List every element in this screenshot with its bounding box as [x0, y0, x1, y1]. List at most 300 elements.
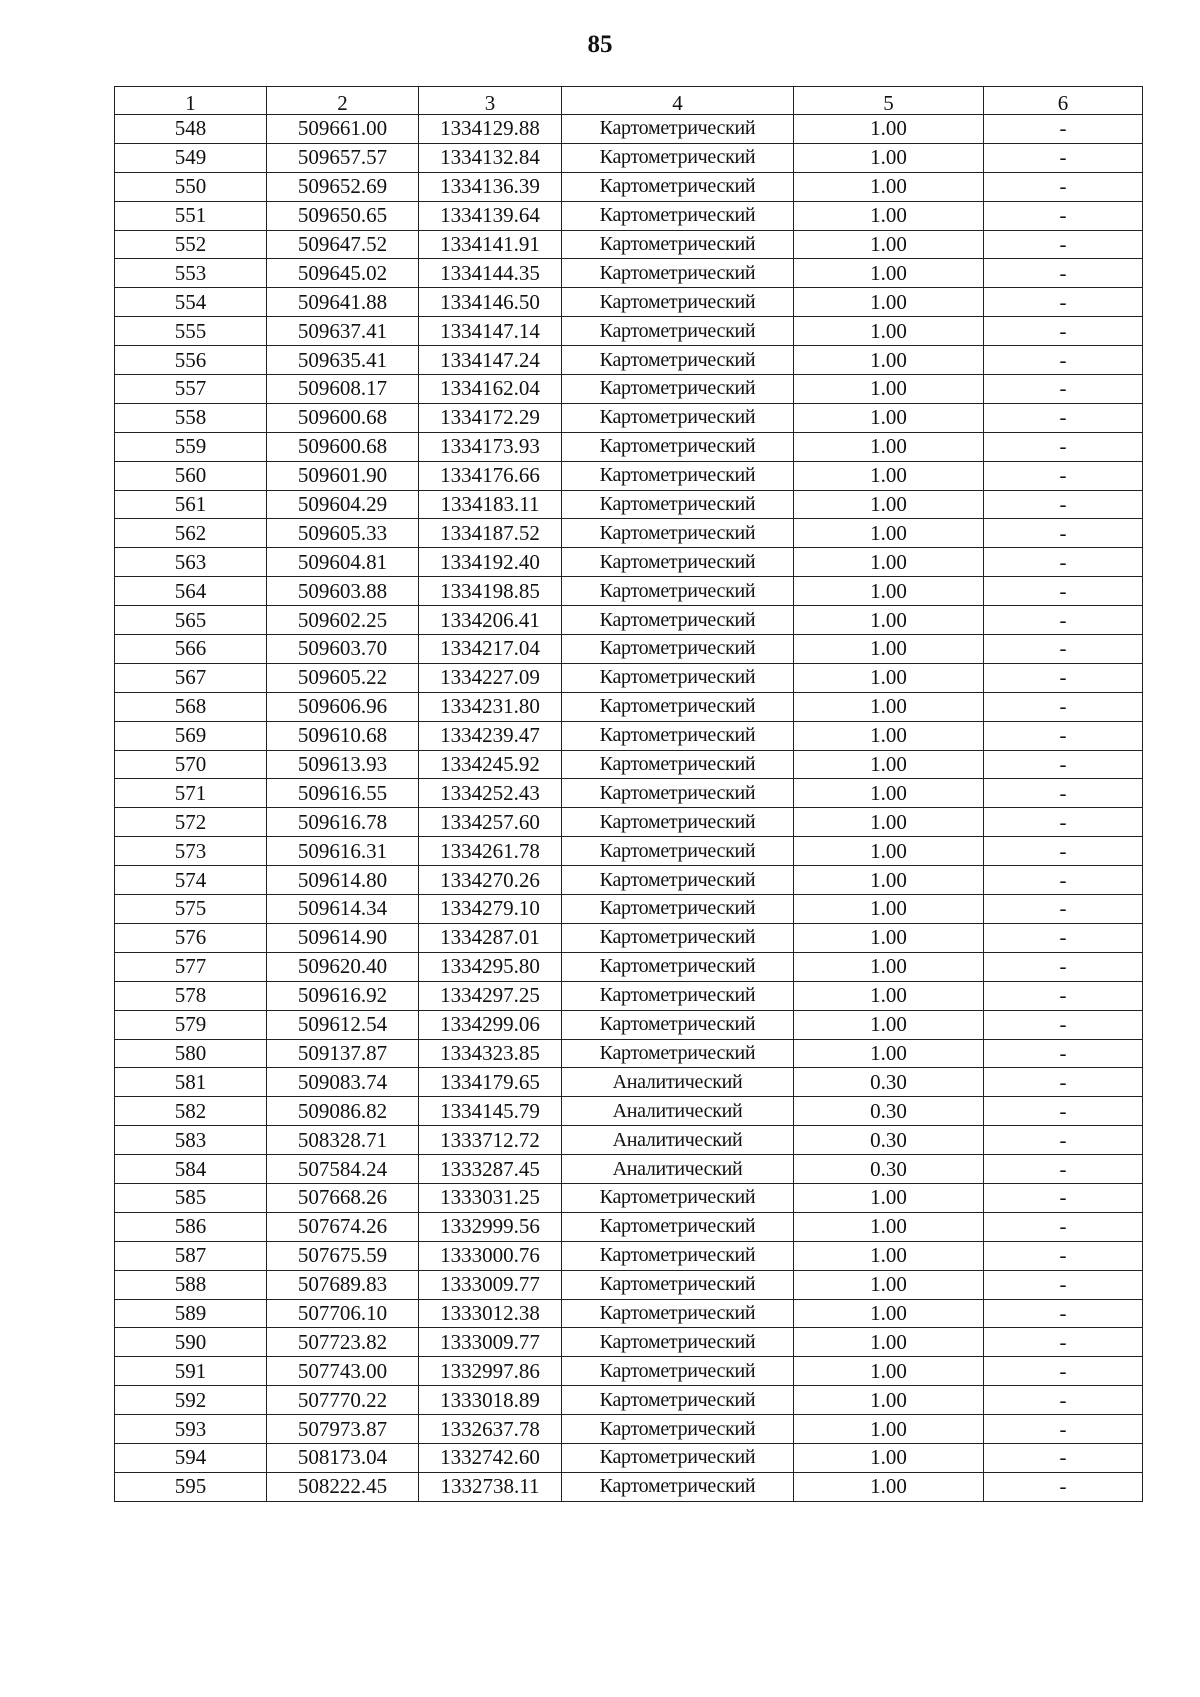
description-cell: - [984, 981, 1143, 1010]
point-number-cell: 558 [115, 403, 267, 432]
y-coordinate-cell: 1333009.77 [419, 1270, 562, 1299]
table-row [115, 317, 1143, 346]
y-coordinate-cell: 1333012.38 [419, 1299, 562, 1328]
x-coordinate-cell: 507675.59 [267, 1241, 419, 1270]
method-cell: Картометрический [562, 1270, 794, 1299]
point-number-cell: 583 [115, 1126, 267, 1155]
accuracy-cell: 1.00 [794, 606, 984, 635]
x-coordinate-cell: 509652.69 [267, 172, 419, 201]
y-coordinate-cell: 1334162.04 [419, 375, 562, 404]
table-row [115, 750, 1143, 779]
method-cell: Картометрический [562, 1328, 794, 1357]
method-cell: Картометрический [562, 519, 794, 548]
accuracy-cell: 1.00 [794, 1241, 984, 1270]
x-coordinate-cell: 509616.55 [267, 779, 419, 808]
accuracy-cell: 1.00 [794, 375, 984, 404]
point-number-cell: 560 [115, 461, 267, 490]
y-coordinate-cell: 1334179.65 [419, 1068, 562, 1097]
x-coordinate-cell: 509641.88 [267, 288, 419, 317]
description-cell: - [984, 895, 1143, 924]
method-cell: Картометрический [562, 172, 794, 201]
description-cell: - [984, 1270, 1143, 1299]
table-row [115, 548, 1143, 577]
method-cell: Картометрический [562, 635, 794, 664]
x-coordinate-cell: 509614.90 [267, 923, 419, 952]
table-row [115, 1155, 1143, 1184]
accuracy-cell: 1.00 [794, 259, 984, 288]
description-cell: - [984, 577, 1143, 606]
y-coordinate-cell: 1334192.40 [419, 548, 562, 577]
x-coordinate-cell: 509603.88 [267, 577, 419, 606]
x-coordinate-cell: 509603.70 [267, 635, 419, 664]
table-row [115, 779, 1143, 808]
x-coordinate-cell: 507723.82 [267, 1328, 419, 1357]
method-cell: Картометрический [562, 895, 794, 924]
accuracy-cell: 0.30 [794, 1126, 984, 1155]
x-coordinate-cell: 509616.31 [267, 837, 419, 866]
method-cell: Картометрический [562, 490, 794, 519]
description-cell: - [984, 461, 1143, 490]
method-cell: Картометрический [562, 606, 794, 635]
accuracy-cell: 1.00 [794, 1328, 984, 1357]
table-row [115, 1299, 1143, 1328]
y-coordinate-cell: 1334139.64 [419, 201, 562, 230]
table-row [115, 606, 1143, 635]
accuracy-cell: 1.00 [794, 1270, 984, 1299]
description-cell: - [984, 1097, 1143, 1126]
table-row [115, 923, 1143, 952]
method-cell: Картометрический [562, 1010, 794, 1039]
y-coordinate-cell: 1334172.29 [419, 403, 562, 432]
x-coordinate-cell: 507674.26 [267, 1212, 419, 1241]
table-row [115, 663, 1143, 692]
point-number-cell: 578 [115, 981, 267, 1010]
table-row [115, 895, 1143, 924]
x-coordinate-cell: 509610.68 [267, 721, 419, 750]
description-cell: - [984, 1299, 1143, 1328]
x-coordinate-cell: 508173.04 [267, 1443, 419, 1472]
method-cell: Картометрический [562, 115, 794, 144]
y-coordinate-cell: 1334279.10 [419, 895, 562, 924]
accuracy-cell: 1.00 [794, 750, 984, 779]
column-header-4: 4 [562, 87, 794, 115]
accuracy-cell: 1.00 [794, 895, 984, 924]
point-number-cell: 556 [115, 346, 267, 375]
point-number-cell: 568 [115, 692, 267, 721]
x-coordinate-cell: 509137.87 [267, 1039, 419, 1068]
x-coordinate-cell: 509602.25 [267, 606, 419, 635]
y-coordinate-cell: 1334146.50 [419, 288, 562, 317]
x-coordinate-cell: 509086.82 [267, 1097, 419, 1126]
x-coordinate-cell: 507706.10 [267, 1299, 419, 1328]
x-coordinate-cell: 509605.33 [267, 519, 419, 548]
accuracy-cell: 1.00 [794, 779, 984, 808]
point-number-cell: 588 [115, 1270, 267, 1299]
y-coordinate-cell: 1334252.43 [419, 779, 562, 808]
column-header-6: 6 [984, 87, 1143, 115]
description-cell: - [984, 1443, 1143, 1472]
method-cell: Картометрический [562, 259, 794, 288]
x-coordinate-cell: 507584.24 [267, 1155, 419, 1184]
accuracy-cell: 1.00 [794, 346, 984, 375]
point-number-cell: 551 [115, 201, 267, 230]
y-coordinate-cell: 1334147.14 [419, 317, 562, 346]
description-cell: - [984, 403, 1143, 432]
table-row [115, 432, 1143, 461]
point-number-cell: 571 [115, 779, 267, 808]
y-coordinate-cell: 1334136.39 [419, 172, 562, 201]
description-cell: - [984, 1068, 1143, 1097]
method-cell: Картометрический [562, 346, 794, 375]
accuracy-cell: 1.00 [794, 548, 984, 577]
accuracy-cell: 1.00 [794, 721, 984, 750]
x-coordinate-cell: 509606.96 [267, 692, 419, 721]
y-coordinate-cell: 1334257.60 [419, 808, 562, 837]
method-cell: Картометрический [562, 1183, 794, 1212]
table-row [115, 952, 1143, 981]
method-cell: Картометрический [562, 1472, 794, 1501]
description-cell: - [984, 1472, 1143, 1501]
accuracy-cell: 0.30 [794, 1097, 984, 1126]
table-row [115, 143, 1143, 172]
x-coordinate-cell: 509650.65 [267, 201, 419, 230]
table-row [115, 1357, 1143, 1386]
y-coordinate-cell: 1334287.01 [419, 923, 562, 952]
description-cell: - [984, 952, 1143, 981]
y-coordinate-cell: 1332637.78 [419, 1415, 562, 1444]
x-coordinate-cell: 509608.17 [267, 375, 419, 404]
point-number-cell: 586 [115, 1212, 267, 1241]
accuracy-cell: 0.30 [794, 1068, 984, 1097]
table-row [115, 1039, 1143, 1068]
point-number-cell: 563 [115, 548, 267, 577]
table-row [115, 808, 1143, 837]
point-number-cell: 553 [115, 259, 267, 288]
description-cell: - [984, 230, 1143, 259]
x-coordinate-cell: 509647.52 [267, 230, 419, 259]
table-row [115, 259, 1143, 288]
column-header-3: 3 [419, 87, 562, 115]
point-number-cell: 548 [115, 115, 267, 144]
y-coordinate-cell: 1334217.04 [419, 635, 562, 664]
method-cell: Аналитический [562, 1097, 794, 1126]
accuracy-cell: 1.00 [794, 1010, 984, 1039]
description-cell: - [984, 288, 1143, 317]
description-cell: - [984, 259, 1143, 288]
method-cell: Картометрический [562, 952, 794, 981]
description-cell: - [984, 606, 1143, 635]
description-cell: - [984, 143, 1143, 172]
y-coordinate-cell: 1334323.85 [419, 1039, 562, 1068]
method-cell: Картометрический [562, 143, 794, 172]
accuracy-cell: 1.00 [794, 490, 984, 519]
description-cell: - [984, 1241, 1143, 1270]
x-coordinate-cell: 509657.57 [267, 143, 419, 172]
accuracy-cell: 1.00 [794, 172, 984, 201]
description-cell: - [984, 1126, 1143, 1155]
description-cell: - [984, 1010, 1143, 1039]
point-number-cell: 579 [115, 1010, 267, 1039]
description-cell: - [984, 1212, 1143, 1241]
table-row [115, 1010, 1143, 1039]
description-cell: - [984, 115, 1143, 144]
accuracy-cell: 1.00 [794, 143, 984, 172]
description-cell: - [984, 375, 1143, 404]
x-coordinate-cell: 509635.41 [267, 346, 419, 375]
method-cell: Картометрический [562, 866, 794, 895]
point-number-cell: 555 [115, 317, 267, 346]
y-coordinate-cell: 1334295.80 [419, 952, 562, 981]
table-row [115, 1443, 1143, 1472]
x-coordinate-cell: 509600.68 [267, 403, 419, 432]
table-row [115, 692, 1143, 721]
point-number-cell: 577 [115, 952, 267, 981]
x-coordinate-cell: 507689.83 [267, 1270, 419, 1299]
accuracy-cell: 1.00 [794, 288, 984, 317]
table-row [115, 490, 1143, 519]
table-header [115, 87, 1143, 115]
method-cell: Картометрический [562, 981, 794, 1010]
column-header-1: 1 [115, 87, 267, 115]
y-coordinate-cell: 1334239.47 [419, 721, 562, 750]
accuracy-cell: 1.00 [794, 1183, 984, 1212]
x-coordinate-cell: 509612.54 [267, 1010, 419, 1039]
accuracy-cell: 1.00 [794, 808, 984, 837]
y-coordinate-cell: 1334173.93 [419, 432, 562, 461]
accuracy-cell: 1.00 [794, 692, 984, 721]
table-row [115, 577, 1143, 606]
table-row [115, 1126, 1143, 1155]
method-cell: Картометрический [562, 548, 794, 577]
table-row [115, 837, 1143, 866]
point-number-cell: 559 [115, 432, 267, 461]
table-row [115, 115, 1143, 144]
accuracy-cell: 1.00 [794, 201, 984, 230]
method-cell: Картометрический [562, 923, 794, 952]
accuracy-cell: 1.00 [794, 866, 984, 895]
column-header-2: 2 [267, 87, 419, 115]
point-number-cell: 584 [115, 1155, 267, 1184]
point-number-cell: 595 [115, 1472, 267, 1501]
y-coordinate-cell: 1334206.41 [419, 606, 562, 635]
accuracy-cell: 1.00 [794, 663, 984, 692]
page-number: 85 [587, 31, 613, 58]
description-cell: - [984, 490, 1143, 519]
table-row [115, 981, 1143, 1010]
y-coordinate-cell: 1332997.86 [419, 1357, 562, 1386]
method-cell: Картометрический [562, 721, 794, 750]
accuracy-cell: 1.00 [794, 403, 984, 432]
method-cell: Картометрический [562, 1241, 794, 1270]
accuracy-cell: 1.00 [794, 837, 984, 866]
y-coordinate-cell: 1333287.45 [419, 1155, 562, 1184]
point-number-cell: 561 [115, 490, 267, 519]
point-number-cell: 575 [115, 895, 267, 924]
y-coordinate-cell: 1334270.26 [419, 866, 562, 895]
y-coordinate-cell: 1334261.78 [419, 837, 562, 866]
x-coordinate-cell: 509605.22 [267, 663, 419, 692]
method-cell: Картометрический [562, 230, 794, 259]
accuracy-cell: 1.00 [794, 317, 984, 346]
accuracy-cell: 1.00 [794, 923, 984, 952]
accuracy-cell: 1.00 [794, 115, 984, 144]
x-coordinate-cell: 509637.41 [267, 317, 419, 346]
table-row [115, 1386, 1143, 1415]
y-coordinate-cell: 1334176.66 [419, 461, 562, 490]
table-row [115, 172, 1143, 201]
method-cell: Картометрический [562, 837, 794, 866]
y-coordinate-cell: 1334183.11 [419, 490, 562, 519]
accuracy-cell: 1.00 [794, 1415, 984, 1444]
description-cell: - [984, 779, 1143, 808]
y-coordinate-cell: 1333009.77 [419, 1328, 562, 1357]
table-row [115, 866, 1143, 895]
method-cell: Картометрический [562, 201, 794, 230]
description-cell: - [984, 1183, 1143, 1212]
point-number-cell: 576 [115, 923, 267, 952]
table-row [115, 635, 1143, 664]
description-cell: - [984, 866, 1143, 895]
y-coordinate-cell: 1334129.88 [419, 115, 562, 144]
accuracy-cell: 0.30 [794, 1155, 984, 1184]
table-row [115, 1328, 1143, 1357]
y-coordinate-cell: 1334227.09 [419, 663, 562, 692]
accuracy-cell: 1.00 [794, 519, 984, 548]
table-row [115, 519, 1143, 548]
y-coordinate-cell: 1333712.72 [419, 1126, 562, 1155]
method-cell: Картометрический [562, 808, 794, 837]
point-number-cell: 552 [115, 230, 267, 259]
table-row [115, 1097, 1143, 1126]
method-cell: Картометрический [562, 317, 794, 346]
accuracy-cell: 1.00 [794, 1386, 984, 1415]
method-cell: Картометрический [562, 692, 794, 721]
description-cell: - [984, 1386, 1143, 1415]
x-coordinate-cell: 508222.45 [267, 1472, 419, 1501]
y-coordinate-cell: 1334297.25 [419, 981, 562, 1010]
table-row [115, 230, 1143, 259]
description-cell: - [984, 1415, 1143, 1444]
point-number-cell: 585 [115, 1183, 267, 1212]
point-number-cell: 582 [115, 1097, 267, 1126]
method-cell: Картометрический [562, 1039, 794, 1068]
accuracy-cell: 1.00 [794, 432, 984, 461]
table-row [115, 1415, 1143, 1444]
description-cell: - [984, 172, 1143, 201]
x-coordinate-cell: 507770.22 [267, 1386, 419, 1415]
point-number-cell: 565 [115, 606, 267, 635]
method-cell: Картометрический [562, 288, 794, 317]
x-coordinate-cell: 509604.29 [267, 490, 419, 519]
description-cell: - [984, 1328, 1143, 1357]
table-row [115, 201, 1143, 230]
x-coordinate-cell: 509604.81 [267, 548, 419, 577]
description-cell: - [984, 1039, 1143, 1068]
y-coordinate-cell: 1333018.89 [419, 1386, 562, 1415]
method-cell: Аналитический [562, 1155, 794, 1184]
method-cell: Картометрический [562, 1299, 794, 1328]
point-number-cell: 566 [115, 635, 267, 664]
x-coordinate-cell: 509083.74 [267, 1068, 419, 1097]
accuracy-cell: 1.00 [794, 981, 984, 1010]
point-number-cell: 589 [115, 1299, 267, 1328]
point-number-cell: 587 [115, 1241, 267, 1270]
method-cell: Картометрический [562, 375, 794, 404]
y-coordinate-cell: 1334198.85 [419, 577, 562, 606]
description-cell: - [984, 721, 1143, 750]
description-cell: - [984, 346, 1143, 375]
table-row [115, 721, 1143, 750]
table-row [115, 1472, 1143, 1501]
header-row [115, 87, 1143, 115]
point-number-cell: 593 [115, 1415, 267, 1444]
y-coordinate-cell: 1334245.92 [419, 750, 562, 779]
x-coordinate-cell: 507668.26 [267, 1183, 419, 1212]
method-cell: Аналитический [562, 1126, 794, 1155]
method-cell: Картометрический [562, 750, 794, 779]
y-coordinate-cell: 1334144.35 [419, 259, 562, 288]
point-number-cell: 570 [115, 750, 267, 779]
x-coordinate-cell: 509614.80 [267, 866, 419, 895]
y-coordinate-cell: 1334147.24 [419, 346, 562, 375]
table-row [115, 346, 1143, 375]
description-cell: - [984, 837, 1143, 866]
x-coordinate-cell: 509645.02 [267, 259, 419, 288]
description-cell: - [984, 317, 1143, 346]
x-coordinate-cell: 509614.34 [267, 895, 419, 924]
table-row [115, 1270, 1143, 1299]
method-cell: Картометрический [562, 1386, 794, 1415]
description-cell: - [984, 548, 1143, 577]
point-number-cell: 564 [115, 577, 267, 606]
x-coordinate-cell: 509601.90 [267, 461, 419, 490]
description-cell: - [984, 1357, 1143, 1386]
point-number-cell: 550 [115, 172, 267, 201]
table-row [115, 288, 1143, 317]
accuracy-cell: 1.00 [794, 230, 984, 259]
y-coordinate-cell: 1333031.25 [419, 1183, 562, 1212]
method-cell: Аналитический [562, 1068, 794, 1097]
point-number-cell: 567 [115, 663, 267, 692]
y-coordinate-cell: 1334145.79 [419, 1097, 562, 1126]
accuracy-cell: 1.00 [794, 1357, 984, 1386]
x-coordinate-cell: 508328.71 [267, 1126, 419, 1155]
method-cell: Картометрический [562, 577, 794, 606]
table-row [115, 1241, 1143, 1270]
y-coordinate-cell: 1334141.91 [419, 230, 562, 259]
method-cell: Картометрический [562, 461, 794, 490]
accuracy-cell: 1.00 [794, 1443, 984, 1472]
accuracy-cell: 1.00 [794, 635, 984, 664]
method-cell: Картометрический [562, 1443, 794, 1472]
x-coordinate-cell: 509616.92 [267, 981, 419, 1010]
method-cell: Картометрический [562, 1212, 794, 1241]
method-cell: Картометрический [562, 432, 794, 461]
table-row [115, 403, 1143, 432]
method-cell: Картометрический [562, 663, 794, 692]
table-row [115, 461, 1143, 490]
y-coordinate-cell: 1333000.76 [419, 1241, 562, 1270]
point-number-cell: 557 [115, 375, 267, 404]
coordinates-table [114, 86, 1143, 1502]
table-row [115, 1183, 1143, 1212]
x-coordinate-cell: 509661.00 [267, 115, 419, 144]
accuracy-cell: 1.00 [794, 1472, 984, 1501]
point-number-cell: 581 [115, 1068, 267, 1097]
point-number-cell: 580 [115, 1039, 267, 1068]
method-cell: Картометрический [562, 1415, 794, 1444]
point-number-cell: 574 [115, 866, 267, 895]
